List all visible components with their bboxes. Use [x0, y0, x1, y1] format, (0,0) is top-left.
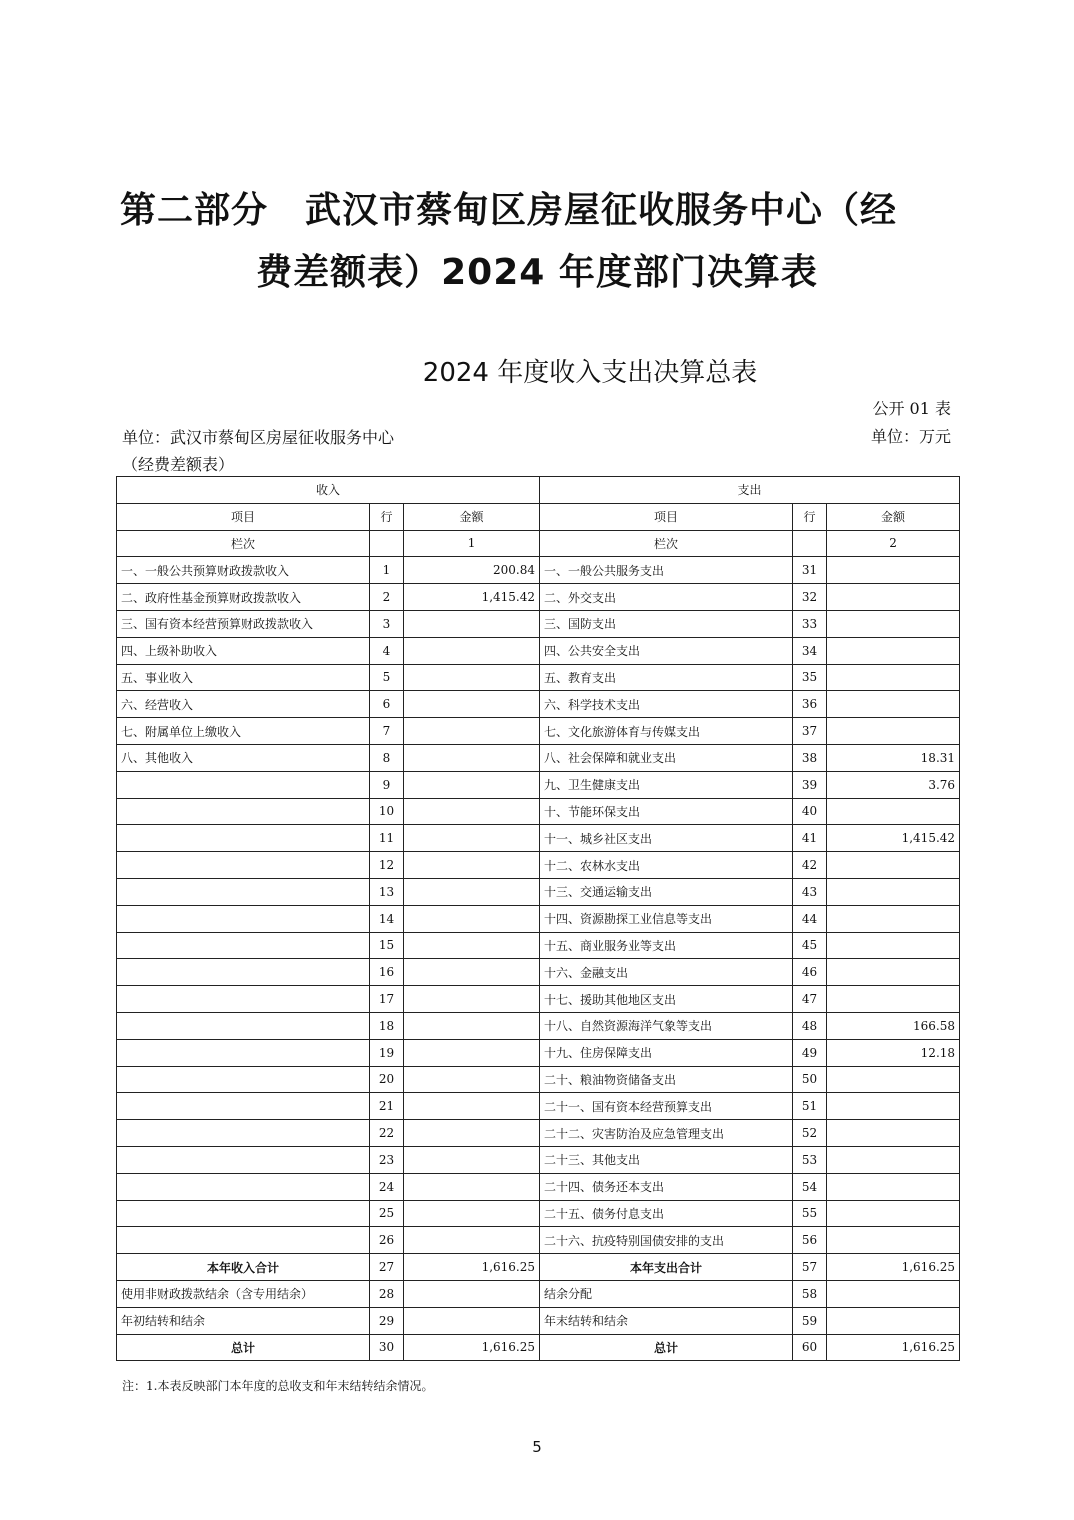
income-line-no: 22 — [370, 1120, 404, 1147]
table-row — [117, 1012, 960, 1039]
expense-amount — [827, 584, 960, 611]
income-line-no: 17 — [370, 986, 404, 1013]
expense-amount — [827, 1093, 960, 1120]
income-amount — [404, 959, 540, 986]
expense-item: 九、卫生健康支出 — [540, 771, 793, 798]
expense-amount: 1,415.42 — [827, 825, 960, 852]
income-line-no: 24 — [370, 1173, 404, 1200]
expense-amount — [827, 610, 960, 637]
income-item: 二、政府性基金预算财政拨款收入 — [117, 584, 370, 611]
income-line-no: 12 — [370, 852, 404, 879]
expense-line-no: 58 — [793, 1280, 827, 1307]
income-line-no: 8 — [370, 744, 404, 771]
income-amount — [404, 1066, 540, 1093]
income-amount — [404, 637, 540, 664]
income-line-no: 1 — [370, 557, 404, 584]
subtotal-row — [117, 1254, 960, 1281]
expense-amount: 1,616.25 — [827, 1254, 960, 1281]
table-row — [117, 610, 960, 637]
income-item: 四、上级补助收入 — [117, 637, 370, 664]
table-row — [117, 584, 960, 611]
expense-line-no: 46 — [793, 959, 827, 986]
expense-seq-line — [793, 530, 827, 557]
income-amount — [404, 986, 540, 1013]
expense-line-no: 38 — [793, 744, 827, 771]
expense-amount: 1,616.25 — [827, 1334, 960, 1361]
expense-line-no: 60 — [793, 1334, 827, 1361]
expense-amount — [827, 637, 960, 664]
income-col-item: 项目 — [117, 503, 370, 530]
income-item: 八、其他收入 — [117, 744, 370, 771]
expense-amount — [827, 932, 960, 959]
expense-amount — [827, 1066, 960, 1093]
expense-amount — [827, 1227, 960, 1254]
document-title — [100, 180, 974, 304]
income-line-no: 7 — [370, 718, 404, 745]
income-item: 三、国有资本经营预算财政拨款收入 — [117, 610, 370, 637]
expense-amount — [827, 959, 960, 986]
expense-item: 六、科学技术支出 — [540, 691, 793, 718]
expense-line-no: 57 — [793, 1254, 827, 1281]
income-amount — [404, 798, 540, 825]
income-amount — [404, 1146, 540, 1173]
income-line-no: 10 — [370, 798, 404, 825]
income-seq-no: 1 — [404, 530, 540, 557]
expense-item: 二十三、其他支出 — [540, 1146, 793, 1173]
income-item: 年初结转和结余 — [117, 1307, 370, 1334]
table-row — [117, 1146, 960, 1173]
expense-seq-no: 2 — [827, 530, 960, 557]
income-item — [117, 878, 370, 905]
income-item — [117, 959, 370, 986]
table-row — [117, 1200, 960, 1227]
expense-item: 二十二、灾害防治及应急管理支出 — [540, 1120, 793, 1147]
expense-line-no: 51 — [793, 1093, 827, 1120]
expense-amount — [827, 718, 960, 745]
table-row — [117, 798, 960, 825]
income-seq-label: 栏次 — [117, 530, 370, 557]
income-amount — [404, 905, 540, 932]
expense-amount — [827, 1146, 960, 1173]
expense-item: 十九、住房保障支出 — [540, 1039, 793, 1066]
income-item — [117, 1012, 370, 1039]
expense-item: 十、节能环保支出 — [540, 798, 793, 825]
total-row — [117, 1334, 960, 1361]
table-note: 注：1.本表反映部门本年度的总收支和年末结转结余情况。 — [122, 1379, 434, 1393]
income-item — [117, 1146, 370, 1173]
expense-col-item: 项目 — [540, 503, 793, 530]
form-number: 公开 01 表 — [872, 399, 951, 418]
expense-header: 支出 — [540, 477, 960, 504]
income-line-no: 29 — [370, 1307, 404, 1334]
expense-item: 二十一、国有资本经营预算支出 — [540, 1093, 793, 1120]
income-line-no: 15 — [370, 932, 404, 959]
income-line-no: 5 — [370, 664, 404, 691]
income-amount — [404, 610, 540, 637]
expense-line-no: 55 — [793, 1200, 827, 1227]
expense-item: 二十四、债务还本支出 — [540, 1173, 793, 1200]
expense-line-no: 48 — [793, 1012, 827, 1039]
expense-line-no: 35 — [793, 664, 827, 691]
expense-line-no: 42 — [793, 852, 827, 879]
expense-line-no: 45 — [793, 932, 827, 959]
income-amount — [404, 1200, 540, 1227]
table-title: 2024 年度收入支出决算总表 — [422, 358, 758, 388]
table-row — [117, 1093, 960, 1120]
table-row — [117, 852, 960, 879]
expense-item: 一、一般公共服务支出 — [540, 557, 793, 584]
table-row — [117, 557, 960, 584]
expense-line-no: 47 — [793, 986, 827, 1013]
income-amount: 200.84 — [404, 557, 540, 584]
income-item — [117, 1227, 370, 1254]
income-amount — [404, 1173, 540, 1200]
expense-item: 二十五、债务付息支出 — [540, 1200, 793, 1227]
income-item — [117, 1066, 370, 1093]
expense-line-no: 39 — [793, 771, 827, 798]
income-line-no: 19 — [370, 1039, 404, 1066]
expense-line-no: 43 — [793, 878, 827, 905]
income-amount — [404, 932, 540, 959]
income-line-no: 27 — [370, 1254, 404, 1281]
table-row — [117, 1120, 960, 1147]
income-amount — [404, 825, 540, 852]
expense-item: 本年支出合计 — [540, 1254, 793, 1281]
section-header-row — [117, 477, 960, 504]
expense-amount: 18.31 — [827, 744, 960, 771]
table-row — [117, 718, 960, 745]
income-line-no: 9 — [370, 771, 404, 798]
income-item — [117, 1039, 370, 1066]
expense-item: 七、文化旅游体育与传媒支出 — [540, 718, 793, 745]
unit-organization-line1: 单位：武汉市蔡甸区房屋征收服务中心 — [122, 428, 395, 447]
income-amount — [404, 852, 540, 879]
expense-line-no: 52 — [793, 1120, 827, 1147]
income-amount — [404, 1120, 540, 1147]
expense-amount — [827, 1120, 960, 1147]
expense-item: 结余分配 — [540, 1280, 793, 1307]
expense-amount — [827, 664, 960, 691]
table-row — [117, 1227, 960, 1254]
expense-item: 十五、商业服务业等支出 — [540, 932, 793, 959]
income-amount — [404, 771, 540, 798]
income-item: 五、事业收入 — [117, 664, 370, 691]
income-line-no: 20 — [370, 1066, 404, 1093]
expense-amount — [827, 557, 960, 584]
income-item — [117, 771, 370, 798]
table-row — [117, 986, 960, 1013]
page-number: 5 — [532, 1438, 542, 1456]
expense-item: 三、国防支出 — [540, 610, 793, 637]
income-item — [117, 1093, 370, 1120]
income-amount — [404, 744, 540, 771]
table-row — [117, 637, 960, 664]
income-amount — [404, 1012, 540, 1039]
income-line-no: 13 — [370, 878, 404, 905]
table-row — [117, 959, 960, 986]
income-amount: 1,616.25 — [404, 1254, 540, 1281]
income-item — [117, 825, 370, 852]
income-item — [117, 932, 370, 959]
income-line-no: 11 — [370, 825, 404, 852]
expense-line-no: 36 — [793, 691, 827, 718]
table-row — [117, 932, 960, 959]
document-title-line1: 第二部分 武汉市蔡甸区房屋征收服务中心（经 — [120, 190, 898, 231]
income-item: 使用非财政拨款结余（含专用结余） — [117, 1280, 370, 1307]
table-row — [117, 691, 960, 718]
table-row — [117, 664, 960, 691]
document-title-line2: 费差额表）2024 年度部门决算表 — [256, 252, 818, 293]
expense-line-no: 31 — [793, 557, 827, 584]
expense-amount: 166.58 — [827, 1012, 960, 1039]
income-amount — [404, 1093, 540, 1120]
expense-line-no: 53 — [793, 1146, 827, 1173]
column-seq-row — [117, 530, 960, 557]
expense-amount — [827, 1307, 960, 1334]
income-line-no: 23 — [370, 1146, 404, 1173]
income-item: 本年收入合计 — [117, 1254, 370, 1281]
expense-item: 十七、援助其他地区支出 — [540, 986, 793, 1013]
expense-seq-label: 栏次 — [540, 530, 793, 557]
expense-item: 总计 — [540, 1334, 793, 1361]
expense-line-no: 44 — [793, 905, 827, 932]
income-amount: 1,616.25 — [404, 1334, 540, 1361]
income-item: 一、一般公共预算财政拨款收入 — [117, 557, 370, 584]
expense-line-no: 56 — [793, 1227, 827, 1254]
table-row — [117, 1307, 960, 1334]
expense-line-no: 34 — [793, 637, 827, 664]
income-amount — [404, 1280, 540, 1307]
income-item: 七、附属单位上缴收入 — [117, 718, 370, 745]
expense-amount — [827, 691, 960, 718]
income-item — [117, 1120, 370, 1147]
expense-line-no: 59 — [793, 1307, 827, 1334]
income-item — [117, 986, 370, 1013]
income-col-amount: 金额 — [404, 503, 540, 530]
income-line-no: 25 — [370, 1200, 404, 1227]
income-line-no: 6 — [370, 691, 404, 718]
income-amount: 1,415.42 — [404, 584, 540, 611]
income-amount — [404, 691, 540, 718]
expense-item: 二十六、抗疫特别国债安排的支出 — [540, 1227, 793, 1254]
table-row — [117, 905, 960, 932]
income-col-line: 行 — [370, 503, 404, 530]
income-amount — [404, 878, 540, 905]
expense-line-no: 37 — [793, 718, 827, 745]
income-amount — [404, 1039, 540, 1066]
income-item — [117, 1173, 370, 1200]
unit-organization-line2: （经费差额表） — [122, 455, 235, 474]
income-seq-line — [370, 530, 404, 557]
table-row — [117, 878, 960, 905]
income-item — [117, 852, 370, 879]
table-row — [117, 825, 960, 852]
expense-line-no: 32 — [793, 584, 827, 611]
income-item: 总计 — [117, 1334, 370, 1361]
income-expense-table — [116, 476, 960, 1361]
income-line-no: 26 — [370, 1227, 404, 1254]
income-line-no: 16 — [370, 959, 404, 986]
expense-amount — [827, 905, 960, 932]
expense-amount — [827, 986, 960, 1013]
expense-item: 十四、资源勘探工业信息等支出 — [540, 905, 793, 932]
income-line-no: 14 — [370, 905, 404, 932]
expense-amount — [827, 1280, 960, 1307]
expense-amount: 12.18 — [827, 1039, 960, 1066]
column-header-row — [117, 503, 960, 530]
expense-line-no: 33 — [793, 610, 827, 637]
expense-item: 二、外交支出 — [540, 584, 793, 611]
income-amount — [404, 1307, 540, 1334]
table-row — [117, 1066, 960, 1093]
expense-amount — [827, 878, 960, 905]
expense-line-no: 54 — [793, 1173, 827, 1200]
table-row — [117, 744, 960, 771]
income-item: 六、经营收入 — [117, 691, 370, 718]
income-line-no: 28 — [370, 1280, 404, 1307]
table-row — [117, 1280, 960, 1307]
expense-col-line: 行 — [793, 503, 827, 530]
expense-item: 十六、金融支出 — [540, 959, 793, 986]
expense-item: 五、教育支出 — [540, 664, 793, 691]
expense-item: 八、社会保障和就业支出 — [540, 744, 793, 771]
table-row — [117, 1173, 960, 1200]
unit-organization — [122, 424, 394, 478]
income-item — [117, 1200, 370, 1227]
expense-item: 十一、城乡社区支出 — [540, 825, 793, 852]
expense-line-no: 50 — [793, 1066, 827, 1093]
income-line-no: 30 — [370, 1334, 404, 1361]
income-item — [117, 798, 370, 825]
income-line-no: 21 — [370, 1093, 404, 1120]
income-amount — [404, 664, 540, 691]
expense-item: 年末结转和结余 — [540, 1307, 793, 1334]
table-row — [117, 771, 960, 798]
income-amount — [404, 1227, 540, 1254]
expense-item: 四、公共安全支出 — [540, 637, 793, 664]
expense-item: 十三、交通运输支出 — [540, 878, 793, 905]
expense-amount — [827, 1200, 960, 1227]
table-row — [117, 1039, 960, 1066]
expense-amount: 3.76 — [827, 771, 960, 798]
income-line-no: 3 — [370, 610, 404, 637]
expense-amount — [827, 1173, 960, 1200]
income-amount — [404, 718, 540, 745]
income-line-no: 4 — [370, 637, 404, 664]
expense-col-amount: 金额 — [827, 503, 960, 530]
expense-amount — [827, 798, 960, 825]
income-item — [117, 905, 370, 932]
expense-item: 十八、自然资源海洋气象等支出 — [540, 1012, 793, 1039]
income-header: 收入 — [117, 477, 540, 504]
expense-line-no: 49 — [793, 1039, 827, 1066]
expense-item: 二十、粮油物资储备支出 — [540, 1066, 793, 1093]
expense-line-no: 40 — [793, 798, 827, 825]
income-line-no: 18 — [370, 1012, 404, 1039]
income-line-no: 2 — [370, 584, 404, 611]
expense-line-no: 41 — [793, 825, 827, 852]
unit-currency: 单位：万元 — [870, 427, 951, 446]
expense-amount — [827, 852, 960, 879]
expense-item: 十二、农林水支出 — [540, 852, 793, 879]
